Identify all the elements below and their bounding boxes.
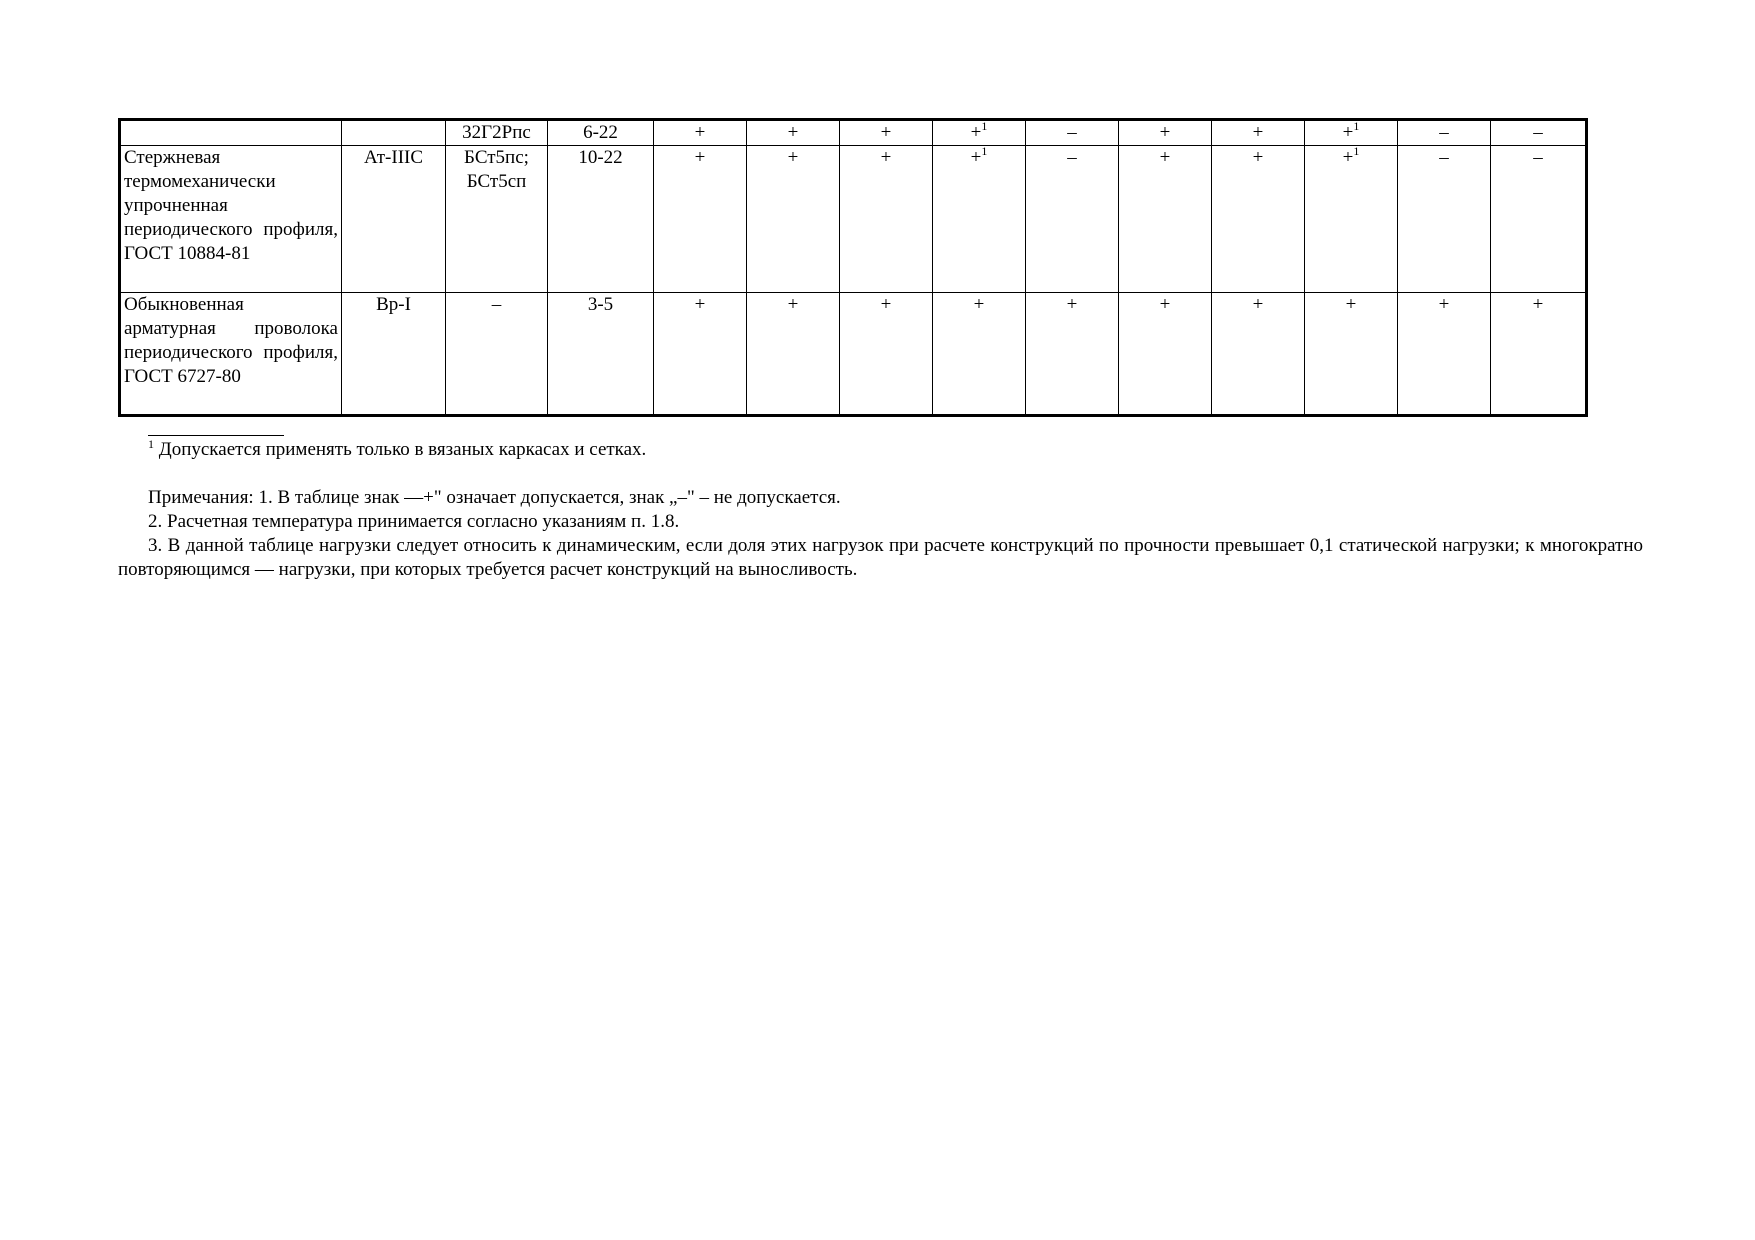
permission-cell	[840, 146, 933, 293]
permission-mark: –	[1439, 147, 1449, 168]
permission-mark: –	[1067, 147, 1077, 168]
permission-cell	[1119, 120, 1212, 146]
permission-mark: +	[1159, 147, 1171, 168]
permission-cell	[933, 293, 1026, 416]
reinforcement-type-cell: Стержневая термомеханически упрочненная периодического профиля, ГОСТ 10884-81	[120, 146, 342, 293]
permission-cell	[1491, 293, 1587, 416]
permission-mark: –	[1533, 122, 1543, 143]
permission-cell	[1398, 293, 1491, 416]
footnote-ref: 1	[981, 119, 988, 133]
permission-mark: +	[787, 122, 799, 143]
permission-cell	[654, 293, 747, 416]
footnote-number: 1	[148, 437, 154, 451]
permission-cell	[933, 146, 1026, 293]
notes-section	[118, 419, 1643, 582]
permission-mark: +	[973, 294, 985, 315]
reinforcement-type-cell	[120, 120, 342, 146]
steel-application-table	[118, 118, 1588, 417]
note-1: Примечания: 1. В таблице знак ―+" означает допускается, знак „–" – не допускается.	[148, 487, 841, 508]
permission-mark: +	[1342, 147, 1354, 168]
footnote-text: Допускается применять только в вязаных каркасах и сетках.	[154, 439, 647, 460]
permission-mark: +	[1532, 294, 1544, 315]
steel-grade-cell: БСт5пс; БСт5сп	[446, 146, 548, 293]
class-cell	[342, 120, 446, 146]
permission-cell	[1119, 146, 1212, 293]
footnote-divider	[148, 435, 284, 436]
permission-cell	[1305, 146, 1398, 293]
diameter-cell: 3-5	[548, 293, 654, 416]
table-row	[120, 120, 1587, 146]
permission-cell	[1305, 293, 1398, 416]
permission-mark: +	[1345, 294, 1357, 315]
permission-mark: +	[970, 147, 982, 168]
permission-mark: +	[694, 294, 706, 315]
permission-cell	[840, 120, 933, 146]
note-2: 2. Расчетная температура принимается согласно указаниям п. 1.8.	[148, 511, 680, 532]
permission-cell	[1212, 146, 1305, 293]
permission-mark: +	[880, 294, 892, 315]
steel-grade-cell: –	[446, 293, 548, 416]
permission-mark: +	[1066, 294, 1078, 315]
permission-cell	[1491, 120, 1587, 146]
diameter-cell: 10-22	[548, 146, 654, 293]
permission-cell	[933, 120, 1026, 146]
permission-mark: +	[787, 147, 799, 168]
permission-mark: +	[1342, 122, 1354, 143]
permission-cell	[1026, 120, 1119, 146]
table-body	[120, 120, 1587, 416]
permission-cell	[1398, 120, 1491, 146]
permission-mark: +	[1159, 294, 1171, 315]
note-3: 3. В данной таблице нагрузки следует относить к динамическим, если доля этих нагрузок при расчете конструкций по прочности превышает 0,1 статической нагрузки; к многократно повторяющимся — нагрузки, при которых требуется расчет конструкций на выносливость.	[118, 535, 1643, 580]
footnote-ref: 1	[1353, 119, 1360, 133]
permission-mark: +	[1252, 294, 1264, 315]
footnote-ref: 1	[981, 144, 988, 158]
permission-mark: –	[1439, 122, 1449, 143]
permission-mark: +	[1252, 122, 1264, 143]
permission-mark: +	[787, 294, 799, 315]
permission-cell	[654, 120, 747, 146]
permission-cell	[747, 293, 840, 416]
permission-mark: +	[1438, 294, 1450, 315]
permission-mark: –	[1533, 147, 1543, 168]
steel-grade-cell: 32Г2Рпс	[446, 120, 548, 146]
permission-mark: +	[880, 147, 892, 168]
footnote	[118, 438, 1643, 462]
reinforcement-type-cell: Обыкновенная арматурная проволока периодического профиля, ГОСТ 6727-80	[120, 293, 342, 416]
permission-cell	[840, 293, 933, 416]
permission-cell	[1212, 120, 1305, 146]
table-row	[120, 146, 1587, 293]
permission-mark: +	[694, 147, 706, 168]
permission-cell	[1119, 293, 1212, 416]
permission-cell	[654, 146, 747, 293]
footnote-ref: 1	[1353, 144, 1360, 158]
permission-cell	[1026, 146, 1119, 293]
permission-mark: +	[1252, 147, 1264, 168]
permission-mark: –	[1067, 122, 1077, 143]
table-row	[120, 293, 1587, 416]
permission-mark: +	[1159, 122, 1171, 143]
permission-cell	[747, 120, 840, 146]
permission-cell	[1026, 293, 1119, 416]
permission-cell	[1305, 120, 1398, 146]
class-cell: Ат-IIIС	[342, 146, 446, 293]
permission-mark: +	[970, 122, 982, 143]
permission-cell	[1491, 146, 1587, 293]
diameter-cell: 6-22	[548, 120, 654, 146]
permission-mark: +	[694, 122, 706, 143]
permission-cell	[747, 146, 840, 293]
permission-mark: +	[880, 122, 892, 143]
class-cell: Вр-I	[342, 293, 446, 416]
permission-cell	[1398, 146, 1491, 293]
permission-cell	[1212, 293, 1305, 416]
